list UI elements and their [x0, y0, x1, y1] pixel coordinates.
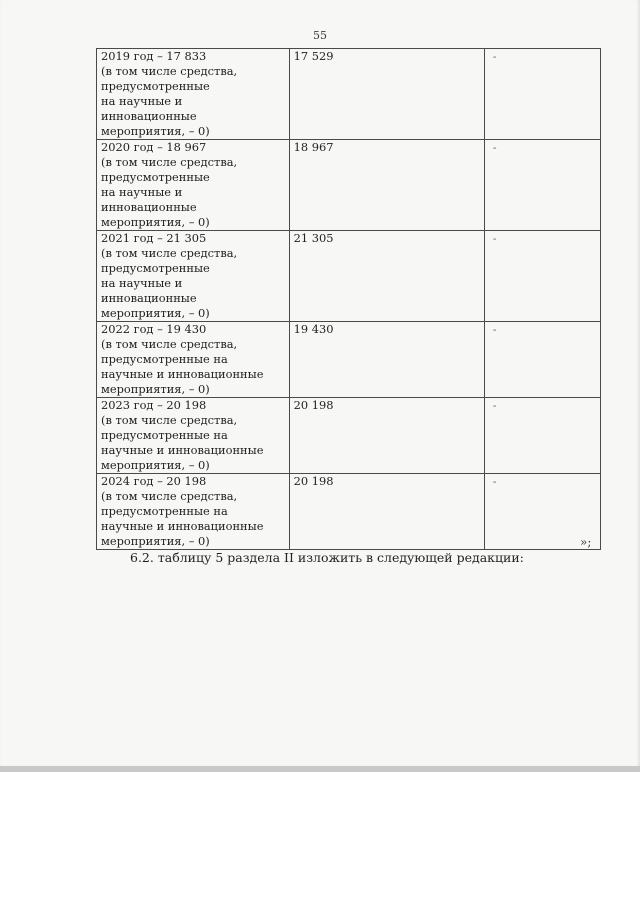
closing-quote-mark: »;	[580, 535, 592, 549]
table-row	[97, 474, 601, 550]
amount-text: 18 967	[293, 140, 334, 154]
table-row	[97, 140, 601, 231]
amendment-instruction: 6.2. таблицу 5 раздела II изложить в следующей редакции:	[130, 550, 524, 565]
scan-edge-shadow	[0, 766, 640, 772]
year-amount-text: 2020 год – 18 967 (в том числе средства, предусмотренные на научные и инновационные мероприятия, – 0)	[101, 140, 238, 229]
table-row	[97, 49, 601, 140]
dash-text: -	[492, 474, 497, 488]
year-amount-cell	[97, 322, 290, 398]
year-amount-text: 2019 год – 17 833 (в том числе средства, предусмотренные на научные и инновационные мероприятия, – 0)	[101, 49, 238, 138]
dash-text: -	[492, 322, 497, 336]
amount-cell	[289, 322, 484, 398]
year-amount-cell	[97, 49, 290, 140]
amount-text: 19 430	[293, 322, 334, 336]
year-amount-cell	[97, 140, 290, 231]
year-amount-cell	[97, 231, 290, 322]
amount-cell	[289, 140, 484, 231]
other-cell	[484, 322, 600, 398]
amount-text: 20 198	[293, 474, 334, 488]
other-cell	[484, 398, 600, 474]
year-amount-text: 2024 год – 20 198 (в том числе средства, предусмотренные на научные и инновационные мероприятия, – 0)	[101, 474, 264, 548]
dash-text: -	[492, 140, 497, 154]
dash-text: -	[492, 398, 497, 412]
dash-text: -	[492, 231, 497, 245]
other-cell	[484, 231, 600, 322]
table-row	[97, 322, 601, 398]
funding-table	[96, 48, 601, 550]
amount-cell	[289, 231, 484, 322]
amount-cell	[289, 398, 484, 474]
other-cell	[484, 140, 600, 231]
other-cell	[484, 49, 600, 140]
year-amount-cell	[97, 398, 290, 474]
amount-cell	[289, 49, 484, 140]
amount-cell	[289, 474, 484, 550]
year-amount-text: 2021 год – 21 305 (в том числе средства, предусмотренные на научные и инновационные мероприятия, – 0)	[101, 231, 238, 320]
amount-text: 21 305	[293, 231, 334, 245]
year-amount-text: 2023 год – 20 198 (в том числе средства, предусмотренные на научные и инновационные мероприятия, – 0)	[101, 398, 264, 472]
amount-text: 20 198	[293, 398, 334, 412]
table-row	[97, 231, 601, 322]
page-number: 55	[313, 29, 327, 42]
table-row	[97, 398, 601, 474]
year-amount-text: 2022 год – 19 430 (в том числе средства, предусмотренные на научные и инновационные мероприятия, – 0)	[101, 322, 264, 396]
dash-text: -	[492, 49, 497, 63]
year-amount-cell	[97, 474, 290, 550]
amount-text: 17 529	[293, 49, 334, 63]
